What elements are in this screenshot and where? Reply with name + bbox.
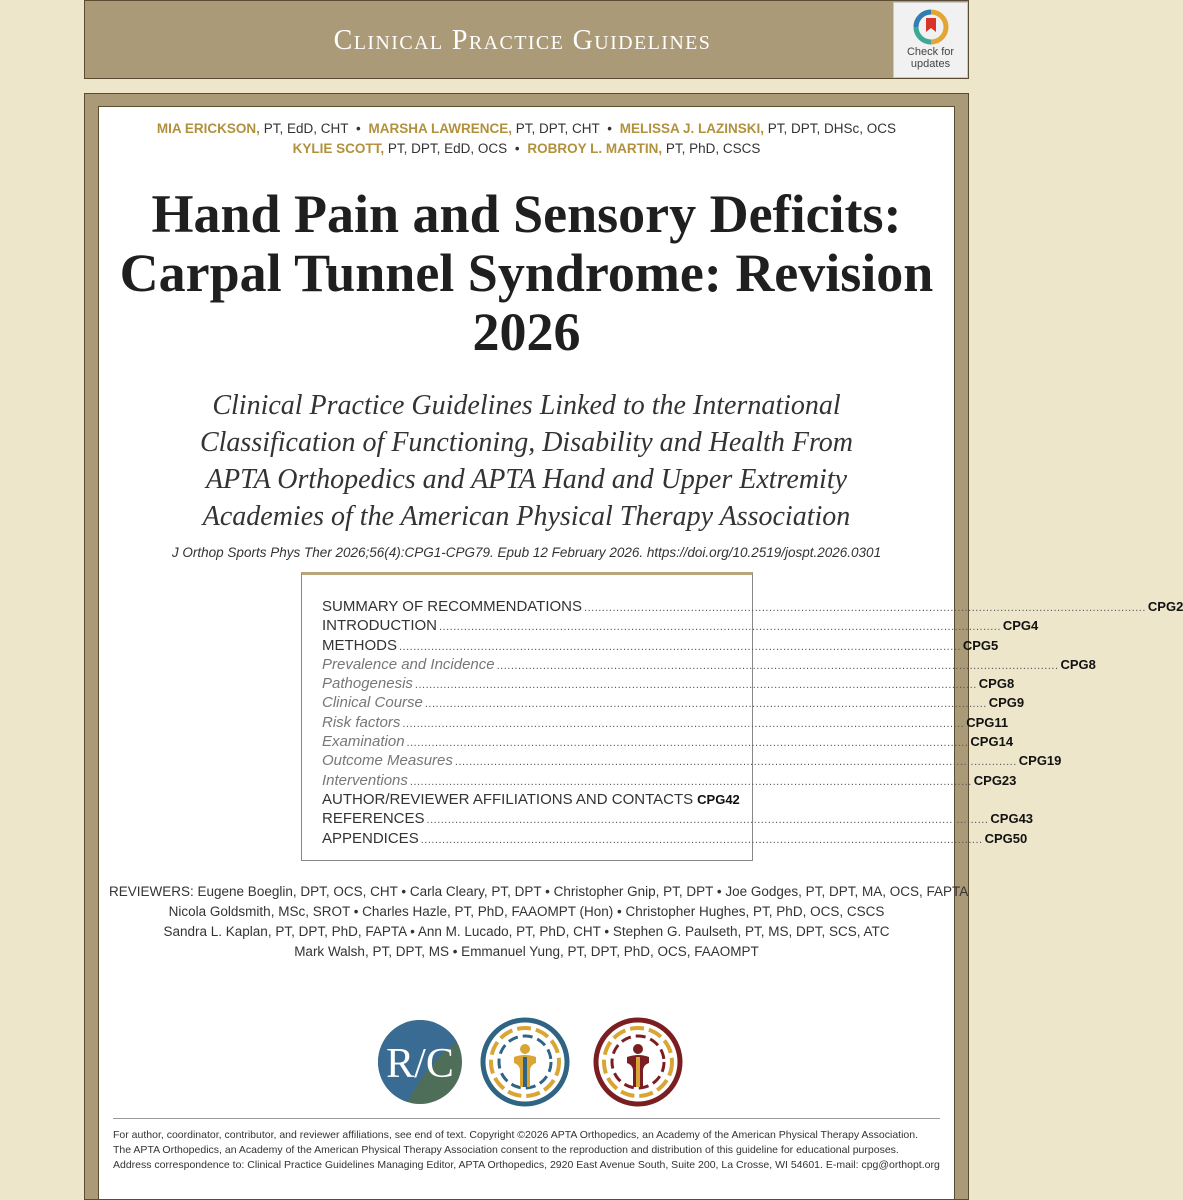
- toc-entry-page: CPG2: [1147, 599, 1183, 614]
- toc-entry-label: Prevalence and Incidence: [322, 655, 495, 673]
- document-title: Hand Pain and Sensory Deficits: Carpal Tunnel Syndrome: Revision 2026: [119, 184, 934, 362]
- toc-entry-page: CPG14: [970, 734, 1014, 750]
- toc-entry[interactable]: [322, 829, 1028, 849]
- toc-leader-dots: [497, 660, 1059, 672]
- orthopedics-academy-logo: [593, 1017, 683, 1107]
- toc-entry[interactable]: [322, 790, 740, 810]
- toc-entry[interactable]: [322, 752, 1062, 771]
- toc-leader-dots: [402, 718, 964, 730]
- check-for-updates-icon: [914, 10, 948, 44]
- toc-entry-label: REFERENCES: [322, 810, 425, 828]
- toc-entry-page: CPG9: [988, 695, 1025, 711]
- author-name: MARSHA LAWRENCE,: [368, 121, 512, 136]
- check-for-updates-button[interactable]: [893, 2, 968, 78]
- author-credentials: PT, EdD, CHT: [259, 121, 349, 136]
- toc-entry-page: CPG4: [1002, 618, 1039, 634]
- toc-entry-page: CPG42: [697, 791, 740, 807]
- toc-entry[interactable]: [322, 598, 1183, 617]
- author-credentials: PT, DPT, DHSc, OCS: [764, 121, 897, 136]
- citation: J Orthop Sports Phys Ther 2026;56(4):CPG1-CPG79. Epub 12 February 2026. https://doi.org/10.2519/jospt.2026.0301: [171, 545, 882, 560]
- toc-leader-dots: [439, 621, 1001, 633]
- toc-leader-dots: [455, 756, 1017, 768]
- reviewers-line: Sandra L. Kaplan, PT, DPT, PhD, FAPTA • Ann M. Lucado, PT, PhD, CHT • Stephen G. Paulseth, PT, MS, DPT, SCS, ATC: [163, 924, 890, 939]
- toc-entry-label: SUMMARY OF RECOMMENDATIONS: [322, 598, 583, 615]
- check-for-updates-label: Check for updates: [906, 46, 955, 70]
- table-of-contents: [301, 572, 1183, 861]
- rfc-logo: [375, 1017, 465, 1107]
- reviewers-line: Nicola Goldsmith, MSc, SROT • Charles Hazle, PT, PhD, FAAOMPT (Hon) • Christopher Hughes, PT, PhD, OCS, CSCS: [168, 904, 885, 919]
- toc-entry-label: Examination: [322, 733, 405, 751]
- toc-leader-dots: [425, 698, 987, 710]
- footer-line: The APTA Orthopedics, an Academy of the American Physical Therapy Association consent to the reproduction and distribution of this guideline for educational purposes.: [113, 1144, 899, 1156]
- toc-entry-label: Clinical Course: [322, 694, 423, 712]
- toc-leader-dots: [421, 834, 983, 846]
- toc-entry[interactable]: [322, 655, 1096, 675]
- toc-entry-page: CPG50: [984, 830, 1028, 846]
- banner-title: Clinical Practice Guidelines: [333, 25, 712, 56]
- toc-entry-page: CPG43: [990, 811, 1034, 827]
- toc-entry[interactable]: [322, 694, 1025, 713]
- toc-leader-dots: [407, 737, 969, 749]
- author-name: ROBROY L. MARTIN,: [527, 141, 663, 156]
- toc-entry-label: Risk factors: [322, 713, 401, 731]
- author-separator: •: [355, 121, 361, 136]
- toc-leader-dots: [410, 776, 972, 788]
- toc-entry[interactable]: [322, 675, 1015, 694]
- toc-entry-label: INTRODUCTION: [322, 617, 437, 635]
- hand-academy-logo: [480, 1017, 570, 1107]
- author-name: MIA ERICKSON,: [156, 121, 260, 136]
- footer-divider: [113, 1118, 940, 1119]
- toc-entry-label: Interventions: [322, 771, 408, 789]
- header-banner: [84, 0, 969, 79]
- author-separator: •: [607, 121, 612, 136]
- cover-panel: [98, 106, 1183, 1200]
- author-credentials: PT, PhD, CSCS: [662, 141, 761, 156]
- toc-leader-dots: [427, 814, 989, 826]
- toc-entry-label: Outcome Measures: [322, 752, 453, 770]
- footer-line: For author, coordinator, contributor, and reviewer affiliations, see end of text. Copyright ©2026 APTA Orthopedics, an Academy of the American Physical Therapy Association.: [113, 1129, 919, 1141]
- toc-entry[interactable]: [322, 733, 1014, 752]
- toc-entry[interactable]: [322, 636, 999, 656]
- reviewers-list: [109, 882, 969, 962]
- toc-leader-dots: [584, 602, 1146, 614]
- toc-entry[interactable]: [322, 810, 1034, 829]
- toc-entry-label: METHODS: [322, 636, 397, 654]
- author-credentials: PT, DPT, CHT: [511, 121, 600, 136]
- author-name: MELISSA J. LAZINSKI,: [619, 121, 765, 136]
- toc-entry-page: CPG5: [962, 637, 999, 653]
- toc-entry-page: CPG11: [966, 714, 1009, 730]
- footer-line: Address correspondence to: Clinical Practice Guidelines Managing Editor, APTA Orthopedics, 2920 East Avenue South, Suite 200, La Crosse, WI 54601. E-mail: cpg@orthopt.org: [113, 1159, 940, 1171]
- footer-notes: [113, 1128, 948, 1173]
- rfc-logo-text: R/C: [386, 1041, 454, 1087]
- toc-entry[interactable]: [322, 771, 1017, 791]
- authors-line-2: [99, 141, 954, 156]
- toc-entry-label: APPENDICES: [322, 829, 419, 847]
- toc-list: [322, 598, 1183, 849]
- document-subtitle: Clinical Practice Guidelines Linked to the International Classification of Functioning, Disability and Health From APTA Orthopedics and APTA Hand and Upper Extremity Academies of the American Physical Therapy Association: [199, 390, 854, 532]
- toc-leader-dots: [415, 679, 977, 691]
- toc-entry[interactable]: [322, 617, 1039, 636]
- toc-entry-page: CPG19: [1018, 753, 1062, 769]
- toc-leader-dots: [399, 641, 961, 653]
- author-credentials: PT, DPT, EdD, OCS: [384, 141, 508, 156]
- authors-line-1: [99, 121, 954, 136]
- toc-entry-page: CPG23: [973, 772, 1017, 788]
- author-separator: •: [514, 141, 520, 156]
- reviewers-line: REVIEWERS: Eugene Boeglin, DPT, OCS, CHT • Carla Cleary, PT, DPT • Christopher Gnip, PT, DPT • Joe Godges, PT, DPT, MA, OCS, FAPTA: [109, 884, 969, 899]
- reviewers-line: Mark Walsh, PT, DPT, MS • Emmanuel Yung, PT, DPT, PhD, OCS, FAAOMPT: [294, 944, 759, 959]
- author-name: KYLIE SCOTT,: [292, 141, 385, 156]
- toc-entry-page: CPG8: [978, 676, 1015, 692]
- toc-entry-label: AUTHOR/REVIEWER AFFILIATIONS AND CONTACTS: [322, 790, 694, 808]
- toc-entry[interactable]: [322, 713, 1009, 733]
- toc-entry-page: CPG8: [1060, 656, 1096, 672]
- toc-entry-label: Pathogenesis: [322, 675, 413, 693]
